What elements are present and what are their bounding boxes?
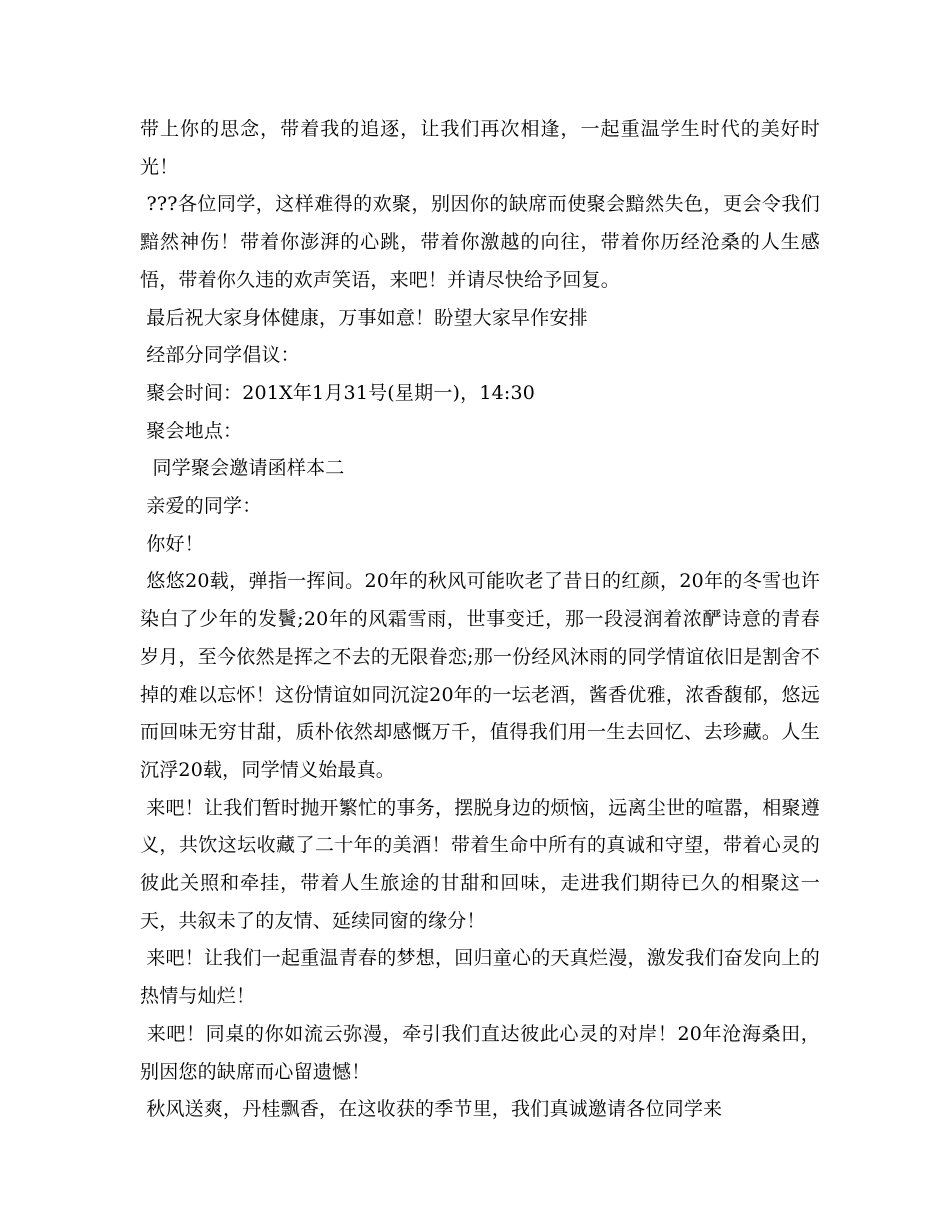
section-heading-sample-two: 同学聚会邀请函样本二 <box>140 457 345 480</box>
paragraph-autumn-invite: 秋风送爽，丹桂飘香，在这收获的季节里，我们真诚邀请各位同学来 <box>140 1098 723 1121</box>
paragraph-event-time: 聚会时间：201X年1月31号(星期一)，14:30 <box>140 381 536 404</box>
paragraph-intro-closing: 带上你的思念，带着我的追逐，让我们再次相逢，一起重温学生时代的美好时光！ <box>140 118 820 178</box>
paragraph-twenty-years: 悠悠20载，弹指一挥间。20年的秋风可能吹老了昔日的红颜，20年的冬雪也许染白了少年的发鬢;20年的风霜雪雨，世事变迁，那一段浸润着浓酽诗意的青春岁月，至今依然是挥之不去的无限眷恋;那一份经风沐雨的同学情谊依旧是割舍不掉的难以忘怀！这份情谊如同沉淀20年的一坛老酒，酱香优雅，浓香馥郁，悠远而回味无穷甘甜，质朴依然却感慨万千，值得我们用一生去回忆、去珍藏。人生沉浮20载，同学情义始最真。 <box>140 570 820 781</box>
paragraph-proposal: 经部分同学倡议： <box>140 344 300 367</box>
paragraph-come-together: 来吧！让我们暂时抛开繁忙的事务，摆脱身边的烦恼，远离尘世的喧嚣，相聚遵义，共饮这坛收藏了二十年的美酒！带着生命中所有的真诚和守望，带着心灵的彼此关照和牵挂，带着人生旅途的甘甜和回味，走进我们期待已久的相聚这一天，共叙未了的友情、延续同窗的缘分！ <box>140 796 820 932</box>
paragraph-deskmate: 来吧！同桌的你如流云弥漫，牵引我们直达彼此心灵的对岸！20年沧海桑田，别因您的缺席而心留遗憾！ <box>140 1022 820 1083</box>
paragraph-invitation-plea: ???各位同学，这样难得的欢聚，别因你的缺席而使聚会黯然失色，更会令我们黯然神伤！带着你澎湃的心跳，带着你激越的向往，带着你历经沧桑的人生感悟，带着你久违的欢声笑语，来吧！并请尽快给予回复。 <box>140 193 820 291</box>
document-body <box>140 111 820 1129</box>
paragraph-greeting: 你好！ <box>140 532 204 555</box>
paragraph-youth-dreams: 来吧！让我们一起重温青春的梦想，回归童心的天真烂漫，激发我们奋发向上的热情与灿烂！ <box>140 947 820 1008</box>
paragraph-event-location: 聚会地点： <box>140 419 243 442</box>
paragraph-best-wishes: 最后祝大家身体健康，万事如意！盼望大家早作安排 <box>140 306 588 329</box>
paragraph-salutation: 亲爱的同学： <box>140 495 262 518</box>
